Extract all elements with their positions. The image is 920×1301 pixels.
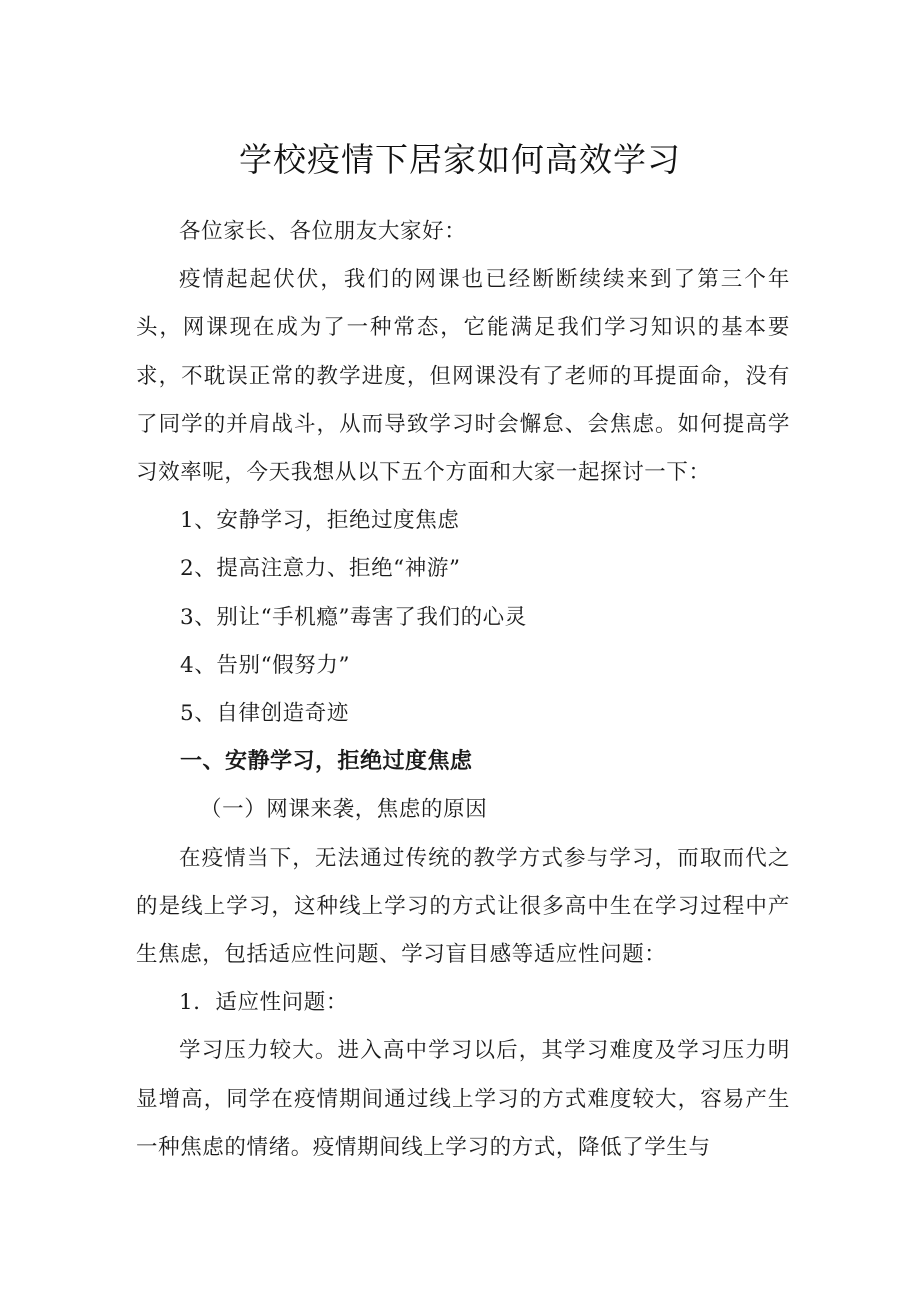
list-item: 1、安静学习，拒绝过度焦虑	[180, 508, 460, 534]
list-item: 5、自律创造奇迹	[180, 701, 349, 727]
list-item: 4、告别“假努力”	[180, 652, 351, 678]
point-paragraph: 学习压力较大。进入高中学习以后，其学习难度及学习压力明显增高，同学在疫情期间通过线上学习的方式难度较大，容易产生一种焦虑的情绪。疫情期间线上学习的方式，降低了学生与	[136, 1038, 790, 1160]
document-body	[136, 208, 790, 1172]
list-item: 2、提高注意力、拒绝“神游”	[180, 556, 461, 582]
intro-paragraph: 疫情起起伏伏，我们的网课也已经断断续续来到了第三个年头，网课现在成为了一种常态，它能满足我们学习知识的基本要求，不耽误正常的教学进度，但网课没有了老师的耳提面命，没有了同学的并肩战斗，从而导致学习时会懈怠、会焦虑。如何提高学习效率呢，今天我想从以下五个方面和大家一起探讨一下：	[136, 267, 790, 486]
point-heading: 1．适应性问题：	[179, 990, 348, 1016]
greeting-paragraph: 各位家长、各位朋友大家好：	[179, 219, 467, 244]
document-title: 学校疫情下居家如何高效学习	[239, 140, 681, 179]
section-heading: 一、安静学习，拒绝过度焦虑	[180, 749, 473, 775]
section-paragraph: 在疫情当下，无法通过传统的教学方式参与学习，而取而代之的是线上学习，这种线上学习的方式让很多高中生在学习过程中产生焦虑，包括适应性问题、学习盲目感等适应性问题：	[136, 845, 790, 968]
subsection-heading: （一）网课来袭，焦虑的原因	[200, 797, 488, 823]
list-item: 3、别让“手机瘾”毒害了我们的心灵	[180, 604, 527, 630]
